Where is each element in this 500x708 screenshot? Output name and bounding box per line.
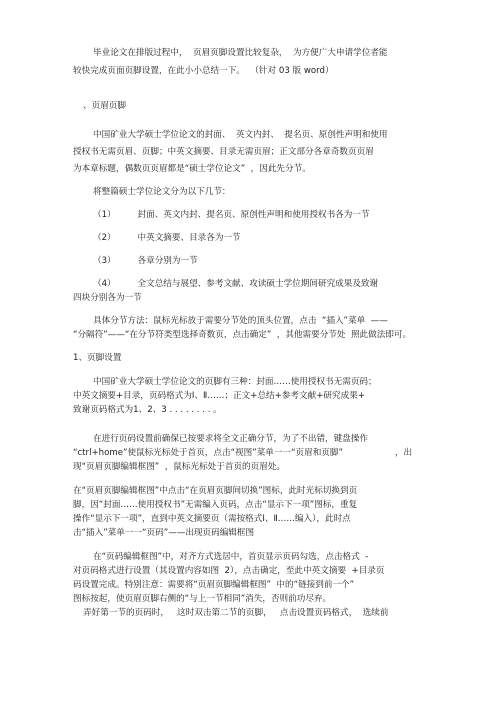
text-line: 中英文摘要+目录，页码格式为Ⅰ、Ⅱ……；正文+总结+参考文献+研究成果+	[73, 391, 365, 401]
section-heading: 、页眉页脚	[83, 101, 126, 111]
text-line: 弄好第一节的页码时， 这时双击第二节的页脚， 点击设置页码格式， 选续前	[83, 608, 389, 618]
text-line: 具体分节方法：鼠标光标放于需要分节处的顶头位置，点击 “插入”菜单 ——	[93, 316, 388, 326]
text-line: 授权书无需页眉、页脚；中英文摘要、目录无需页眉；正文部分各章奇数页页眉	[73, 147, 374, 157]
section-heading: 1、页脚设置	[73, 353, 122, 363]
text-line: 将整篇硕士学位论文分为以下几节：	[93, 187, 231, 197]
list-item-2: （2） 中英文摘要、目录各为一节	[93, 233, 241, 243]
text-line: 操作“显示下一项”，直到中英文摘要页（需按格式Ⅰ、Ⅱ……编入），此时点	[73, 514, 351, 524]
text-line: 致谢页码格式为1、2、3 . . . . . . . . 。	[73, 405, 222, 415]
text-line: 码设置完成。特别注意：需要将“页眉页脚编辑框图” 中的“链接到前一个”	[73, 580, 355, 590]
list-item-4-continued: 四块分别各为一节	[73, 293, 142, 303]
list-item-1: （1） 封面、英文内封、提名页、原创性声明和使用授权书各为一节	[93, 210, 370, 220]
list-item-3: （3） 各章分别为一节	[93, 256, 198, 266]
text-line: “分隔符”——“在分节符类型选择奇数页，点击确定” ，其他需要分节处 照此做法即可。	[73, 330, 412, 340]
text-line: 现“页眉页脚编辑框图” ，鼠标光标处于首页的页眉处。	[73, 462, 286, 472]
text-line: 在进行页码设置前确保已按要求将全文正确分节，为了不出错，键盘操作	[93, 434, 369, 444]
text-line: “ctrl+home”使鼠标光标处于首页，点击“视图”菜单一一“页眉和页脚” ，出	[73, 448, 413, 458]
text-line: 毕业论文在排版过程中， 页眉页脚设置比较复杂， 为方便广大申请学位者能	[93, 48, 388, 58]
text-line: 击“插入”菜单一一“页码”——出现页码编辑框图	[73, 528, 255, 538]
text-line: 在“页眉页脚编辑框图”中点击“在页眉页脚间切换”图标，此时光标切换到页	[73, 486, 358, 496]
text-line: 较快完成页面页脚设置，在此小小总结一下。 （针对 03 版 word）	[73, 66, 334, 76]
text-line: 中国矿业大学硕士学位论文的封面、 英文内封、 提名页、原创性声明和使用	[93, 130, 388, 140]
text-line: 在“页码编辑框图”中，对齐方式选居中，首页显示页码勾选，点击格式 -	[93, 552, 369, 562]
list-item-4: （4） 全文总结与展望、参考文献、攻读硕士学位期间研究成果及致谢	[93, 279, 379, 289]
text-line: 脚，因“封面……使用授权书”无需编入页码，点击“显示下一项”图标，重复	[73, 500, 358, 510]
text-line: 中国矿业大学硕士学位论文的页脚有三种：封面……使用授权书无需页码；	[93, 377, 377, 387]
text-line: 为本章标题，偶数页页眉都是“硕士学位论文” ，因此先分节。	[73, 164, 311, 174]
text-line: 图标按起，使页眉页脚右侧的“与上一节相同”消失，否则前功尽弃。	[73, 594, 332, 604]
text-line: 对页码格式进行设置（其设置内容如图 2），点击确定，至此中英文摘要 +目录页	[73, 566, 385, 576]
